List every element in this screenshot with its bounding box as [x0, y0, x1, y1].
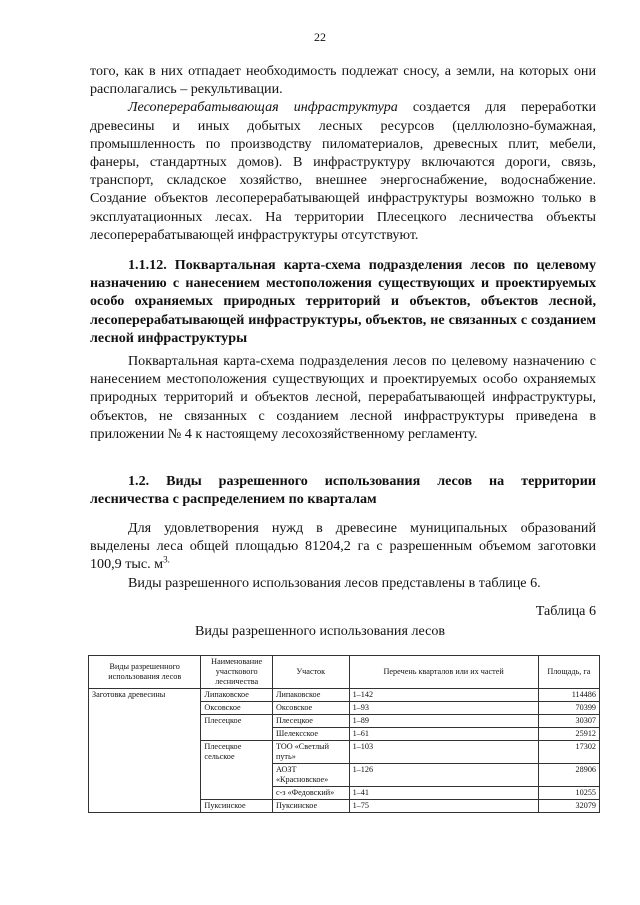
- quarters-cell: 1–126: [349, 764, 538, 787]
- quarters-cell: 1–61: [349, 728, 538, 741]
- column-header: Площадь, га: [538, 656, 599, 689]
- plot-cell: Оксовское: [272, 702, 349, 715]
- quarters-cell: 1–41: [349, 787, 538, 800]
- plot-cell: Липаковское: [272, 689, 349, 702]
- column-header: Наименование участкового лесничества: [201, 656, 273, 689]
- quarters-cell: 1–142: [349, 689, 538, 702]
- volume-unit-sup: 3.: [163, 554, 170, 565]
- allowed-use-text: [90, 519, 596, 592]
- plot-cell: ТОО «Светлый путь»: [272, 741, 349, 764]
- quarters-cell: 1–89: [349, 715, 538, 728]
- column-header: Виды разрешенного использования лесов: [89, 656, 201, 689]
- area-cell: 32079: [538, 800, 599, 813]
- column-header: Участок: [272, 656, 349, 689]
- plot-cell: Плесецкое: [272, 715, 349, 728]
- infrastructure-description: создается для переработки древесины и иных добытых лесных ресурсов (целлюлозно-бумажная, промышленность по производству пиломатериалов, древесных плит, мебели, фанеры, стандартных домов). В инфраструктуру включаются дороги, связь, транспорт, складское хозяйство, внешнее энергоснабжение, водоснабжение. Создание объектов лесоперерабатывающей инфраструктуры возможно только в эксплуатационных лесах. На территории Плесецкого лесничества объекты лесоперерабатывающей инфраструктуры отсутствуют.: [90, 99, 596, 243]
- paragraph-map-scheme: Поквартальная карта-схема подразделения лесов по целевому назначению с нанесением местоположения существующих и проектируемых особо охраняемых природных территорий и объектов лесной, перерабатывающей инфраструктуры, объектов, не связанных с созданием лесной инфраструктуры приведена в приложении № 4 к настоящему лесохозяйственному регламенту.: [90, 353, 596, 442]
- volume-text: Для удовлетворения нужд в древесине муниципальных образований выделены леса общей площадью 81204,2 га с разрешенным объемом заготовки 100,9 тыс. м: [90, 520, 596, 573]
- section-title: Виды разрешенного использования лесов на территории лесничества с распределением по кварталам: [90, 473, 596, 508]
- area-cell: 10255: [538, 787, 599, 800]
- district-cell: Плесецкое сельское: [201, 741, 273, 800]
- section-number: 1.2.: [128, 473, 150, 489]
- paragraph-infrastructure: [90, 98, 596, 244]
- area-cell: 30307: [538, 715, 599, 728]
- section-number: 1.1.12.: [128, 257, 167, 273]
- table-row: [89, 689, 600, 702]
- paragraph-resettlement: того, как в них отпадает необходимость подлежат сносу, а земли, на которых они располагались – рекультивации.: [90, 63, 596, 98]
- table-title: Виды разрешенного использования лесов: [194, 623, 446, 639]
- district-cell: Пуксинское: [201, 800, 273, 813]
- page-number: 22: [314, 30, 326, 44]
- district-cell: Липаковское: [201, 689, 273, 702]
- paragraph-table-ref: Виды разрешенного использования лесов представлены в таблице 6.: [128, 574, 541, 591]
- plot-cell: Шелексское: [272, 728, 349, 741]
- area-cell: 25912: [538, 728, 599, 741]
- area-cell: 114486: [538, 689, 599, 702]
- intro-text: [90, 62, 596, 244]
- map-scheme-text: [90, 352, 596, 443]
- infrastructure-term: Лесоперерабатывающая инфраструктура: [128, 99, 398, 116]
- quarters-cell: 1–75: [349, 800, 538, 813]
- quarters-cell: 1–103: [349, 741, 538, 764]
- plot-cell: с-з «Федовский»: [272, 787, 349, 800]
- plot-cell: АОЗТ «Красновское»: [272, 764, 349, 787]
- table-label: Таблица 6: [535, 603, 596, 619]
- area-cell: 70399: [538, 702, 599, 715]
- table-header-row: [89, 656, 600, 689]
- paragraph-volume: [90, 519, 596, 574]
- district-cell: Плесецкое: [201, 715, 273, 741]
- area-cell: 28906: [538, 764, 599, 787]
- plot-cell: Пуксинское: [272, 800, 349, 813]
- section-title: Поквартальная карта-схема подразделения лесов по целевому назначению с нанесением местоположения существующих и проектируемых особо охраняемых природных территорий и объектов, объектов лесной, лесоперерабатывающей инфраструктуры, объектов, не связанных с созданием лесной инфраструктуры: [90, 257, 596, 346]
- allowed-use-table: [88, 655, 600, 813]
- use-type-cell: Заготовка древесины: [89, 689, 201, 813]
- quarters-cell: 1–93: [349, 702, 538, 715]
- section-heading-1-2: [90, 472, 596, 508]
- district-cell: Оксовское: [201, 702, 273, 715]
- area-cell: 17302: [538, 741, 599, 764]
- column-header: Перечень кварталов или их частей: [349, 656, 538, 689]
- section-heading-1-1-12: [90, 256, 596, 347]
